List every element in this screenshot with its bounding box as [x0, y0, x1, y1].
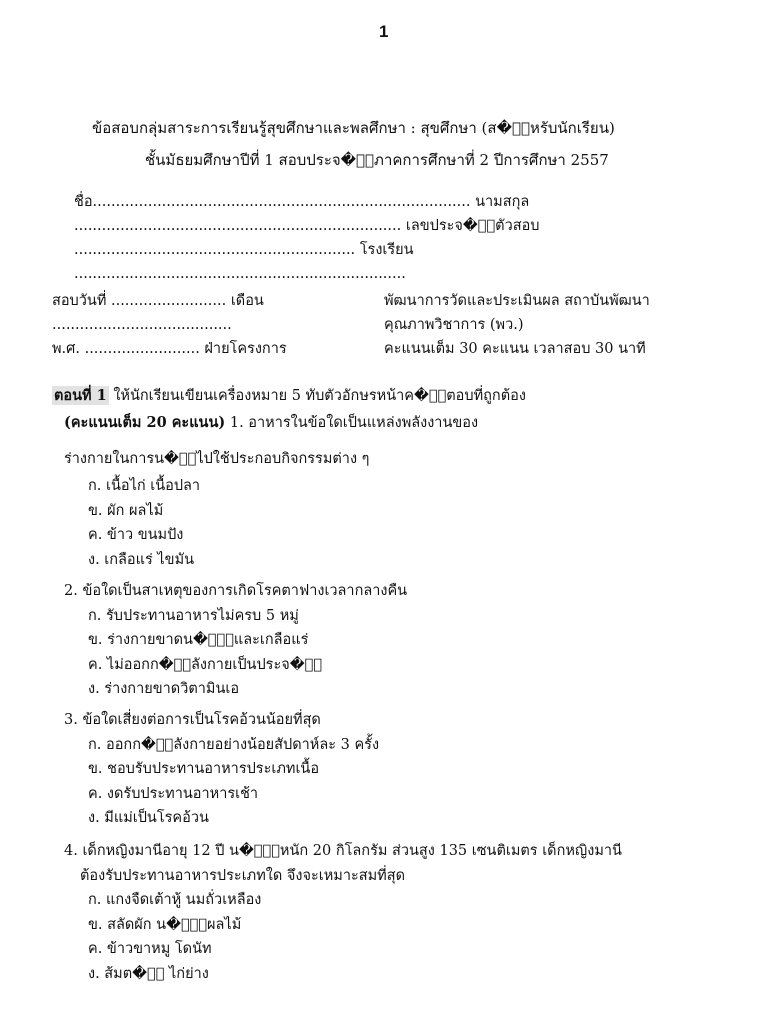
question-4-option-b[interactable]: ข. สลัดผัก น�้ำผลไม้	[88, 916, 242, 933]
exam-title-line-1: ข้อสอบกลุ่มสาระการเรียนรู้สุขศึกษาและพลศึกษา : สุขศึกษา (ส�ำหรับนักเรียน)	[92, 119, 615, 137]
question-4-option-c[interactable]: ค. ข้าวขาหมู โดนัท	[88, 941, 212, 957]
form-line-name: ชื่อ.................................................................................. นามสกุล	[74, 194, 530, 210]
part-1-score-note: (คะแนนเต็ม 20 คะแนน)	[64, 414, 226, 431]
form-line-school: ............................................................. โรงเรียน	[74, 242, 414, 258]
question-2	[64, 579, 407, 702]
organization-line-1: พัฒนาการวัดและประเมินผล สถาบันพัฒนา	[384, 293, 650, 309]
form-year-project: พ.ศ. ......................... ฝ่ายโครงการ	[52, 341, 287, 357]
question-2-option-b[interactable]: ข. ร่างกายขาดน�้ำและเกลือแร่	[88, 632, 309, 648]
question-2-option-d[interactable]: ง. ร่างกายขาดวิตามินเอ	[88, 681, 240, 697]
question-2-option-c[interactable]: ค. ไม่ออกก�ำลังกายเป็นประจ�ำ	[88, 656, 323, 673]
question-4-option-a[interactable]: ก. แกงจืดเต้าหู้ นมถั่วเหลือง	[88, 892, 262, 908]
question-3	[64, 708, 379, 831]
form-exam-date-blank: .......................................	[52, 317, 232, 333]
question-4-option-d[interactable]: ง. ส้มต�ำ ไก่ย่าง	[88, 965, 209, 982]
question-1-stem-cont: ร่างกายในการน�ำไปใช้ประกอบกิจกรรมต่าง ๆ	[64, 451, 370, 467]
part-1-instruction: ให้นักเรียนเขียนเครื่องหมาย 5 ทับตัวอักษรหน้าค�ำตอบที่ถูกต้อง	[108, 388, 526, 404]
score-and-time: คะแนนเต็ม 30 คะแนน เวลาสอบ 30 นาที	[384, 341, 646, 357]
question-3-option-d[interactable]: ง. มีแม่เป็นโรคอ้วน	[88, 810, 209, 826]
question-1-option-d[interactable]: ง. เกลือแร่ ไขมัน	[88, 551, 195, 568]
exam-title-line-2: ชั้นมัธยมศึกษาปีที่ 1 สอบประจ�ำภาคการศึกษาที่ 2 ปีการศึกษา 2557	[145, 151, 609, 169]
question-4	[64, 839, 622, 986]
form-line-exam-id: ....................................................................... เลขประจ�ำตัวสอบ	[74, 218, 540, 234]
question-4-stem: 4. เด็กหญิงมานีอายุ 12 ปี น�้ำหนัก 20 กิโลกรัม ส่วนสูง 135 เซนติเมตร เด็กหญิงมานี	[64, 843, 622, 859]
part-1-label: ตอนที่ 1	[54, 387, 107, 404]
question-1-option-a[interactable]: ก. เนื้อไก่ เนื้อปลา	[88, 478, 201, 494]
question-3-stem: 3. ข้อใดเสี่ยงต่อการเป็นโรคอ้วนน้อยที่สุด	[64, 712, 321, 728]
question-3-option-a[interactable]: ก. ออกก�ำลังกายอย่างน้อยสัปดาห์ละ 3 ครั้ง	[88, 736, 380, 753]
form-line-blank: ........................................................................	[74, 266, 406, 282]
part-1-heading	[52, 384, 526, 408]
question-3-option-b[interactable]: ข. ชอบรับประทานอาหารประเภทเนื้อ	[88, 761, 320, 777]
question-1-stem: 1. อาหารในข้อใดเป็นแหล่งพลังงานของ	[225, 415, 479, 431]
question-2-stem: 2. ข้อใดเป็นสาเหตุของการเกิดโรคตาฟางเวลากลางคืน	[64, 583, 408, 599]
part-1-score-line	[64, 411, 478, 435]
form-exam-date: สอบวันที่ ......................... เดือน	[52, 293, 264, 309]
page-number: 1	[379, 22, 389, 41]
question-1-option-c[interactable]: ค. ข้าว ขนมปัง	[88, 527, 184, 543]
question-3-option-c[interactable]: ค. งดรับประทานอาหารเช้า	[88, 785, 259, 802]
question-1	[64, 474, 200, 572]
organization-line-2: คุณภาพวิชาการ (พว.)	[384, 317, 524, 333]
question-1-option-b[interactable]: ข. ผัก ผลไม้	[88, 502, 164, 519]
question-4-stem-cont: ต้องรับประทานอาหารประเภทใด จึงจะเหมาะสมที่สุด	[80, 867, 405, 884]
question-2-option-a[interactable]: ก. รับประทานอาหารไม่ครบ 5 หมู่	[88, 607, 299, 624]
